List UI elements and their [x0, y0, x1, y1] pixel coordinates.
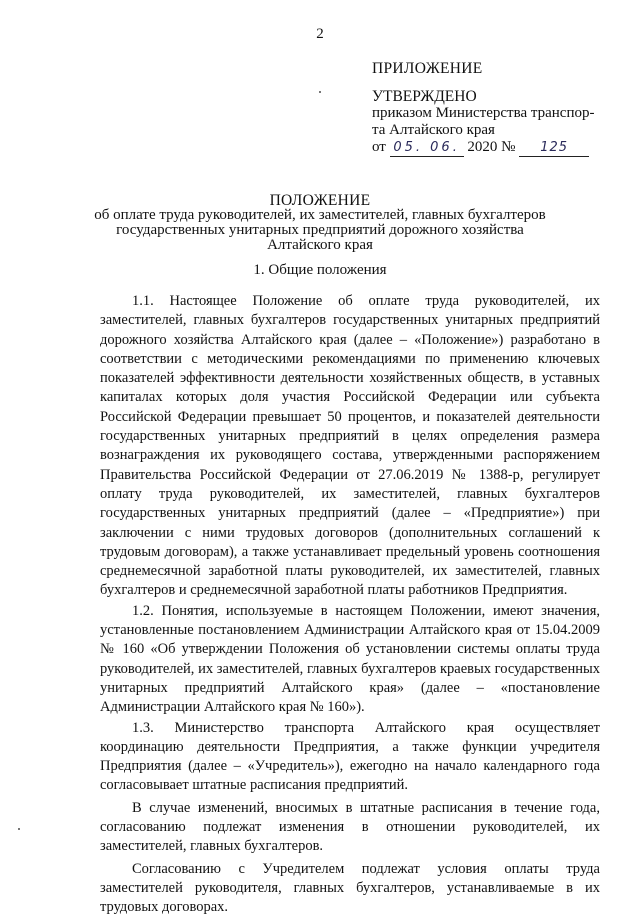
- paragraph: 1.1. Настоящее Положение об оплате труда руководителей, их заместителей, главных бухгалтеров государственных унитарных предприятий дорожного хозяйства Алтайского края (далее – «Положение») разработано в соответствии с методическими рекомендациями по применению ключевых показателей эффективности деятельности хозяйственных обществ, в уставных капиталах которых доля участия Российской Федерации или субъекта Российской Федерации превышает 50 процентов, и показателей деятельности государственных унитарных предприятий в целях определения размера вознаграждения их руководящего состава, утвержденными распоряжением Правительства Российской Федерации от 27.06.2019 № 1388-р, регулирует оплату труда руководителей, их заместителей, главных бухгалтеров государственных унитарных предприятий (далее – «Предприятие») при заключении с ними трудовых договоров (дополнительных соглашений к трудовым договорам), а также устанавливает предельный уровень соотношения среднемесячной заработной платы руководителей, их заместителей, главных бухгалтеров и среднемесячной заработной платы работников Предприятия.: [100, 293, 600, 599]
- title-line-3: Алтайского края: [267, 237, 373, 253]
- approval-block: [372, 60, 612, 157]
- document-body: [100, 292, 600, 919]
- title-line-2: государственных унитарных предприятий дорожного хозяйства: [116, 222, 524, 238]
- order-date-line: [372, 139, 612, 157]
- from-label: от: [372, 139, 386, 155]
- scan-speck: [18, 828, 20, 830]
- page-number: 2: [316, 26, 324, 42]
- document-title: [60, 193, 580, 253]
- handwritten-order-number: 125: [519, 139, 589, 157]
- handwritten-date: 05. 06.: [390, 139, 464, 157]
- order-line-1: приказом Министерства транспор-: [372, 105, 595, 121]
- document-heading: ПОЛОЖЕНИЕ: [269, 192, 371, 209]
- appendix-label: ПРИЛОЖЕНИЕ: [372, 60, 483, 77]
- paragraph: 1.2. Понятия, используемые в настоящем Положении, имеют значения, установленные постановлением Администрации Алтайского края от 15.04.2009 № 160 «Об утверждении Положения об установлении системы оплаты труда руководителей, их заместителей, главных бухгалтеров краевых государственных унитарных предприятий Алтайского края» (далее – «постановление Администрации Алтайского края № 160»).: [100, 602, 600, 716]
- approved-label: УТВЕРЖДЕНО: [372, 88, 477, 105]
- section-heading: 1. Общие положения: [253, 262, 387, 278]
- paragraph: В случае изменений, вносимых в штатные расписания в течение года, согласованию подлежат изменения в отношении руководителей, их заместителей, главных бухгалтеров.: [100, 799, 600, 855]
- paragraph: 1.3. Министерство транспорта Алтайского края осуществляет координацию деятельности Предприятия, а также функции учредителя Предприятия (далее – «Учредитель»), ежегодно на начало календарного года согласовывает штатные расписания предприятий.: [100, 719, 600, 794]
- paragraph: Согласованию с Учредителем подлежат условия оплаты труда заместителей руководителя, главных бухгалтеров, устанавливаемые в их трудовых договорах.: [100, 860, 600, 916]
- scan-speck: [319, 91, 321, 93]
- order-line-2: та Алтайского края: [372, 122, 495, 138]
- title-line-1: об оплате труда руководителей, их заместителей, главных бухгалтеров: [94, 207, 546, 223]
- order-year: 2020 №: [467, 139, 516, 155]
